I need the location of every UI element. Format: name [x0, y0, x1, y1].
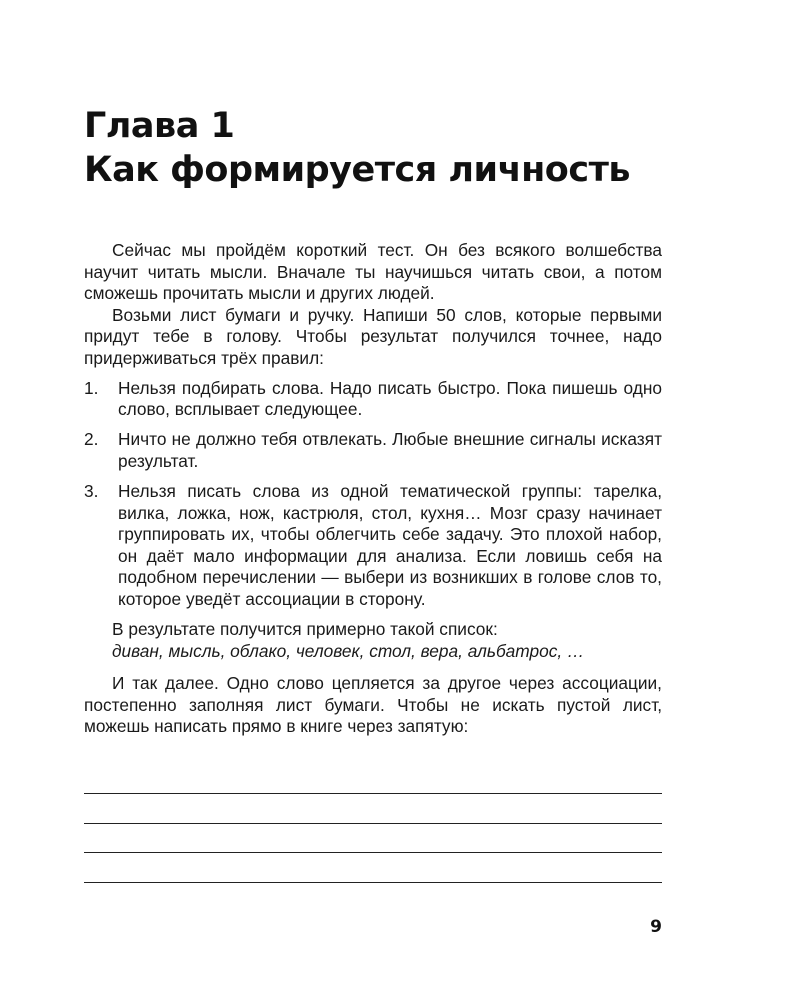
intro-paragraph: Сейчас мы пройдём короткий тест. Он без всякого волшебства научит читать мысли. Вначале ты научишься читать свои, а потом сможешь прочитать мысли и других людей. [84, 240, 662, 304]
example-word-list: диван, мысль, облако, человек, стол, вера, альбатрос, … [112, 640, 585, 661]
writing-line [84, 882, 662, 883]
rule-item [84, 378, 662, 421]
rules-list [84, 378, 662, 611]
writing-line [84, 793, 662, 794]
chapter-number: Глава 1 [84, 106, 235, 146]
writing-line [84, 823, 662, 824]
book-page [84, 0, 662, 1000]
chapter-title: Как формируется личность [84, 150, 631, 190]
rule-number: 1. [84, 377, 99, 398]
chapter-heading [84, 104, 662, 192]
rule-item [84, 481, 662, 611]
rule-number: 2. [84, 429, 99, 450]
rule-number: 3. [84, 480, 99, 501]
writing-line [84, 852, 662, 853]
chapter-body [84, 240, 662, 738]
rule-text: Нельзя писать слова из одной тематической группы: тарелка, вилка, ложка, нож, кастрюля, стол, кухня… Мозг сразу начинает группировать их, чтобы облегчить себе задачу. Это плохой набор, он даёт мало информации для анализа. Если ловишь себя на подобном перечислении — выбери из возникших в голове слов то, которое уведёт ассоциации в сторону. [118, 480, 662, 609]
rule-item [84, 429, 662, 472]
rule-text: Ничто не должно тебя отвлекать. Любые внешние сигналы исказят результат. [118, 429, 662, 471]
page-number: 9 [650, 917, 662, 937]
result-intro-paragraph: В результате получится примерно такой список: [112, 619, 498, 639]
task-paragraph: Возьми лист бумаги и ручку. Напиши 50 слов, которые первыми придут тебе в голову. Чтобы результат получился точнее, надо придерживаться трёх правил: [84, 304, 662, 368]
closing-paragraph: И так далее. Одно слово цепляется за другое через ассоциации, постепенно заполняя лист бумаги. Чтобы не искать пустой лист, можешь написать прямо в книге через запятую: [84, 673, 662, 737]
writing-lines [84, 793, 662, 911]
rule-text: Нельзя подбирать слова. Надо писать быстро. Пока пишешь одно слово, всплывает следующее. [118, 377, 662, 420]
